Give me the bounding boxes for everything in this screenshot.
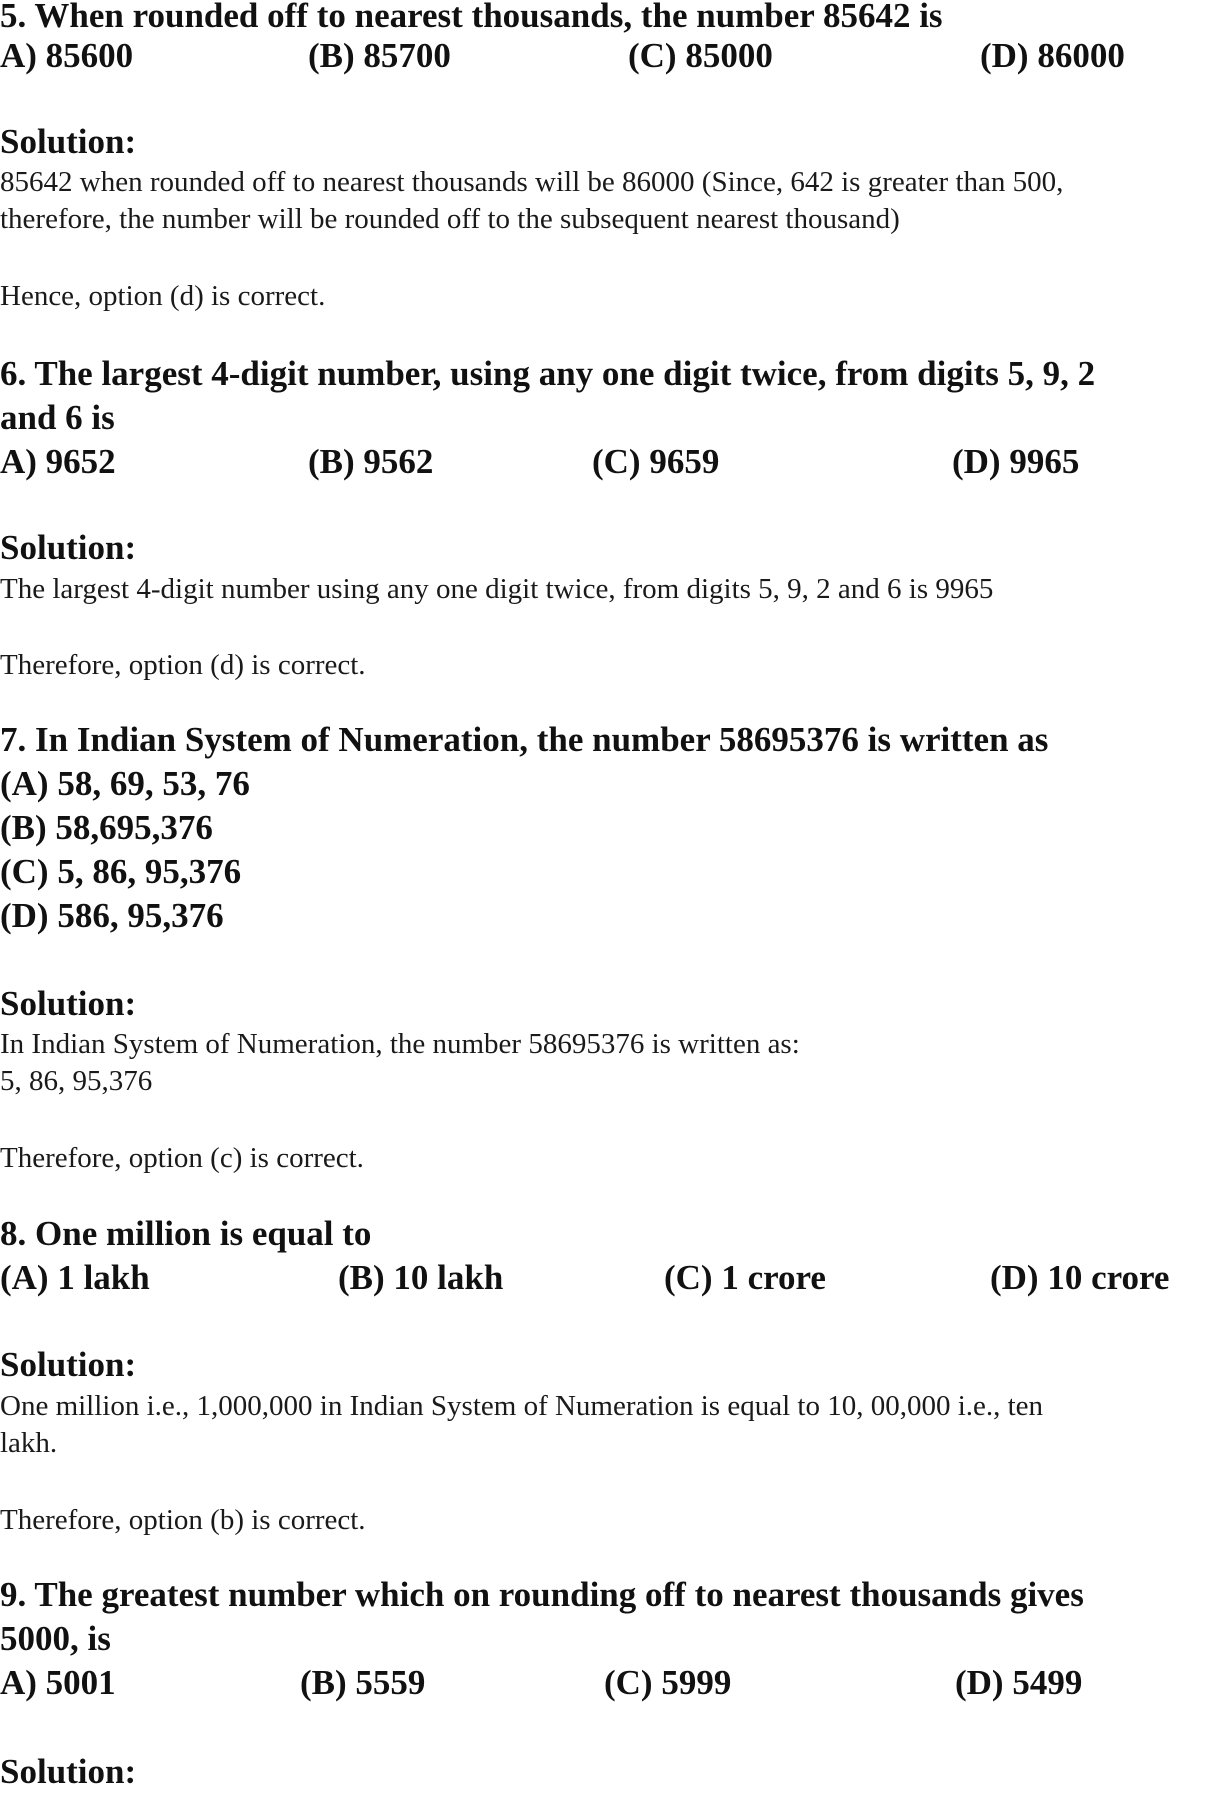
question-7-stem: 7. In Indian System of Numeration, the number 58695376 is written as — [0, 720, 1049, 759]
question-8-solution-line: One million i.e., 1,000,000 in Indian System of Numeration is equal to 10, 00,000 i.e., ten — [0, 1390, 1044, 1422]
question-8-solution-line: lakh. — [0, 1427, 58, 1459]
question-6-solution-label: Solution: — [0, 528, 137, 567]
question-5-option-c: (C) 85000 — [628, 36, 773, 75]
question-7-conclusion: Therefore, option (c) is correct. — [0, 1142, 364, 1174]
question-6-solution-line: The largest 4-digit number using any one digit twice, from digits 5, 9, 2 and 6 is 9965 — [0, 573, 994, 605]
question-6-stem-line: 6. The largest 4-digit number, using any one digit twice, from digits 5, 9, 2 — [0, 354, 1096, 393]
question-9-stem-line: 9. The greatest number which on rounding off to nearest thousands gives — [0, 1575, 1084, 1614]
question-9-option-c: (C) 5999 — [604, 1663, 732, 1702]
question-5-option-b: (B) 85700 — [308, 36, 451, 75]
question-7-option-b: (B) 58,695,376 — [0, 808, 213, 847]
question-7-solution-line: In Indian System of Numeration, the number 58695376 is written as: — [0, 1028, 800, 1060]
question-5-stem: 5. When rounded off to nearest thousands, the number 85642 is — [0, 0, 943, 35]
question-8-option-a: (A) 1 lakh — [0, 1258, 150, 1297]
question-7-option-d: (D) 586, 95,376 — [0, 896, 224, 935]
question-8-stem: 8. One million is equal to — [0, 1214, 372, 1253]
question-6-option-d: (D) 9965 — [952, 442, 1080, 481]
question-7-solution-label: Solution: — [0, 984, 137, 1023]
question-7-solution-line: 5, 86, 95,376 — [0, 1065, 153, 1097]
question-5-option-d: (D) 86000 — [980, 36, 1125, 75]
question-5-solution-label: Solution: — [0, 122, 137, 161]
question-9-solution-label: Solution: — [0, 1752, 137, 1791]
question-5-solution-line: therefore, the number will be rounded off to the subsequent nearest thousand) — [0, 203, 900, 235]
question-6-option-b: (B) 9562 — [308, 442, 434, 481]
question-7-option-a: (A) 58, 69, 53, 76 — [0, 764, 250, 803]
question-8-option-b: (B) 10 lakh — [338, 1258, 504, 1297]
question-8-option-d: (D) 10 crore — [990, 1258, 1170, 1297]
question-6-conclusion: Therefore, option (d) is correct. — [0, 649, 366, 681]
question-5-solution-line: 85642 when rounded off to nearest thousands will be 86000 (Since, 642 is greater than 500, — [0, 166, 1064, 198]
question-9-option-d: (D) 5499 — [955, 1663, 1083, 1702]
question-6-option-c: (C) 9659 — [592, 442, 720, 481]
question-6-stem-line: and 6 is — [0, 398, 115, 437]
question-7-option-c: (C) 5, 86, 95,376 — [0, 852, 242, 891]
question-8-conclusion: Therefore, option (b) is correct. — [0, 1504, 366, 1536]
question-6-option-a: A) 9652 — [0, 442, 116, 481]
question-8-option-c: (C) 1 crore — [664, 1258, 826, 1297]
question-9-stem-line: 5000, is — [0, 1619, 111, 1658]
question-5-option-a: A) 85600 — [0, 36, 134, 75]
question-9-option-a: A) 5001 — [0, 1663, 116, 1702]
question-8-solution-label: Solution: — [0, 1345, 137, 1384]
question-9-option-b: (B) 5559 — [300, 1663, 426, 1702]
question-5-conclusion: Hence, option (d) is correct. — [0, 280, 326, 312]
